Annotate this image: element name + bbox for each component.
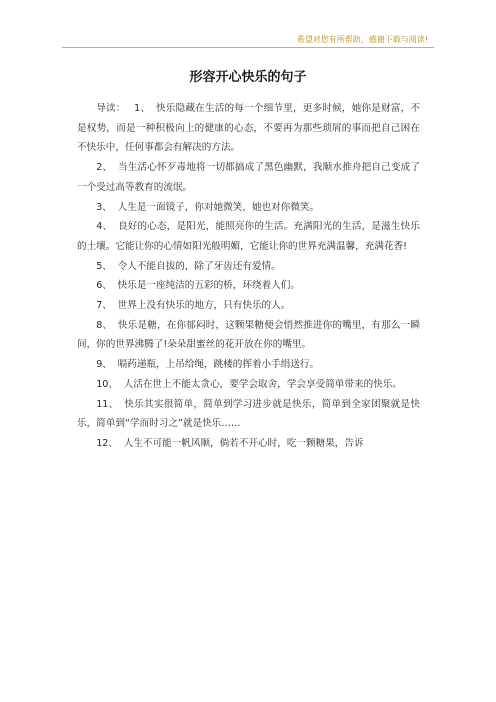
item-number: 3、	[96, 201, 112, 213]
list-item	[77, 99, 420, 158]
item-number: 5、	[96, 260, 112, 272]
list-item	[77, 296, 420, 316]
item-text: 当生活心怀歹毒地将一切都搞成了黑色幽默，我顺水推舟把自己变成了一个受过高等教育的流氓。	[77, 162, 421, 193]
list-item	[77, 217, 420, 256]
document-title: 形容开心快乐的句子	[189, 70, 307, 85]
item-text: 世界上没有快乐的地方，只有快乐的人。	[117, 300, 291, 312]
list-item	[77, 158, 420, 197]
list-item	[77, 355, 420, 375]
header-note: 希望对您有所帮助，感谢下载与阅读!	[296, 35, 428, 44]
item-text: 人生不可能一帆风顺，倘若不开心时，吃一颗糖果，告诉	[123, 437, 364, 449]
item-number: 4、	[96, 221, 113, 233]
item-number: 12、	[96, 437, 118, 449]
lead-label: 导读：	[96, 103, 126, 114]
list-item	[77, 316, 420, 355]
list-item	[77, 198, 420, 218]
item-number: 6、	[96, 280, 112, 292]
item-text: 嗝药递瓶，上吊给绳，跳楼的挥着小手绢送行。	[117, 359, 320, 371]
list-item	[77, 395, 420, 434]
list-item	[77, 434, 420, 454]
item-text: 人活在世上不能太贪心，要学会取舍，学会享受简单带来的快乐。	[123, 378, 402, 390]
document-body	[77, 99, 420, 454]
item-number: 8、	[96, 319, 113, 331]
item-number: 7、	[96, 300, 112, 312]
item-text: 良好的心态，是阳光，能照亮你的生活。充满阳光的生活，是滋生快乐的土壤。它能让你的心情如阳光般明媚，它能让你的世界充满温馨，充满花香!	[77, 221, 421, 252]
item-number: 2、	[96, 162, 113, 174]
item-number: 10、	[96, 378, 118, 390]
item-text: 令人不能自拔的，除了牙齿还有爱情。	[117, 260, 281, 272]
list-item	[77, 375, 420, 395]
list-item	[77, 276, 420, 296]
item-number: 1、	[134, 103, 151, 114]
item-number: 11、	[96, 398, 119, 410]
item-text: 人生是一面镜子，你对她微笑，她也对你微笑。	[117, 201, 320, 213]
item-number: 9、	[96, 359, 112, 371]
header-divider	[62, 47, 434, 48]
item-text: 快乐隐藏在生活的每一个细节里，更多时候，她你是财富，不是权势，而是一种积极向上的健康的心态，不要再为那些琐屑的事而把自己困在不快乐中，任何事都会有解决的方法。	[77, 103, 421, 154]
item-text: 快乐是一座纯洁的五彩的桥，环绕着人们。	[117, 280, 300, 292]
item-text: 快乐其实很简单，简单到学习进步就是快乐，简单到全家团聚就是快乐，简单到“学而时习之”就是快乐……	[77, 398, 421, 430]
item-text: 快乐是糖，在你郁闷时，这颗果糖便会悄然推进你的嘴里，有那么一瞬间，你的世界沸腾了!朵朵甜蜜丝的花开放在你的嘴里。	[77, 319, 421, 351]
list-item	[77, 257, 420, 277]
